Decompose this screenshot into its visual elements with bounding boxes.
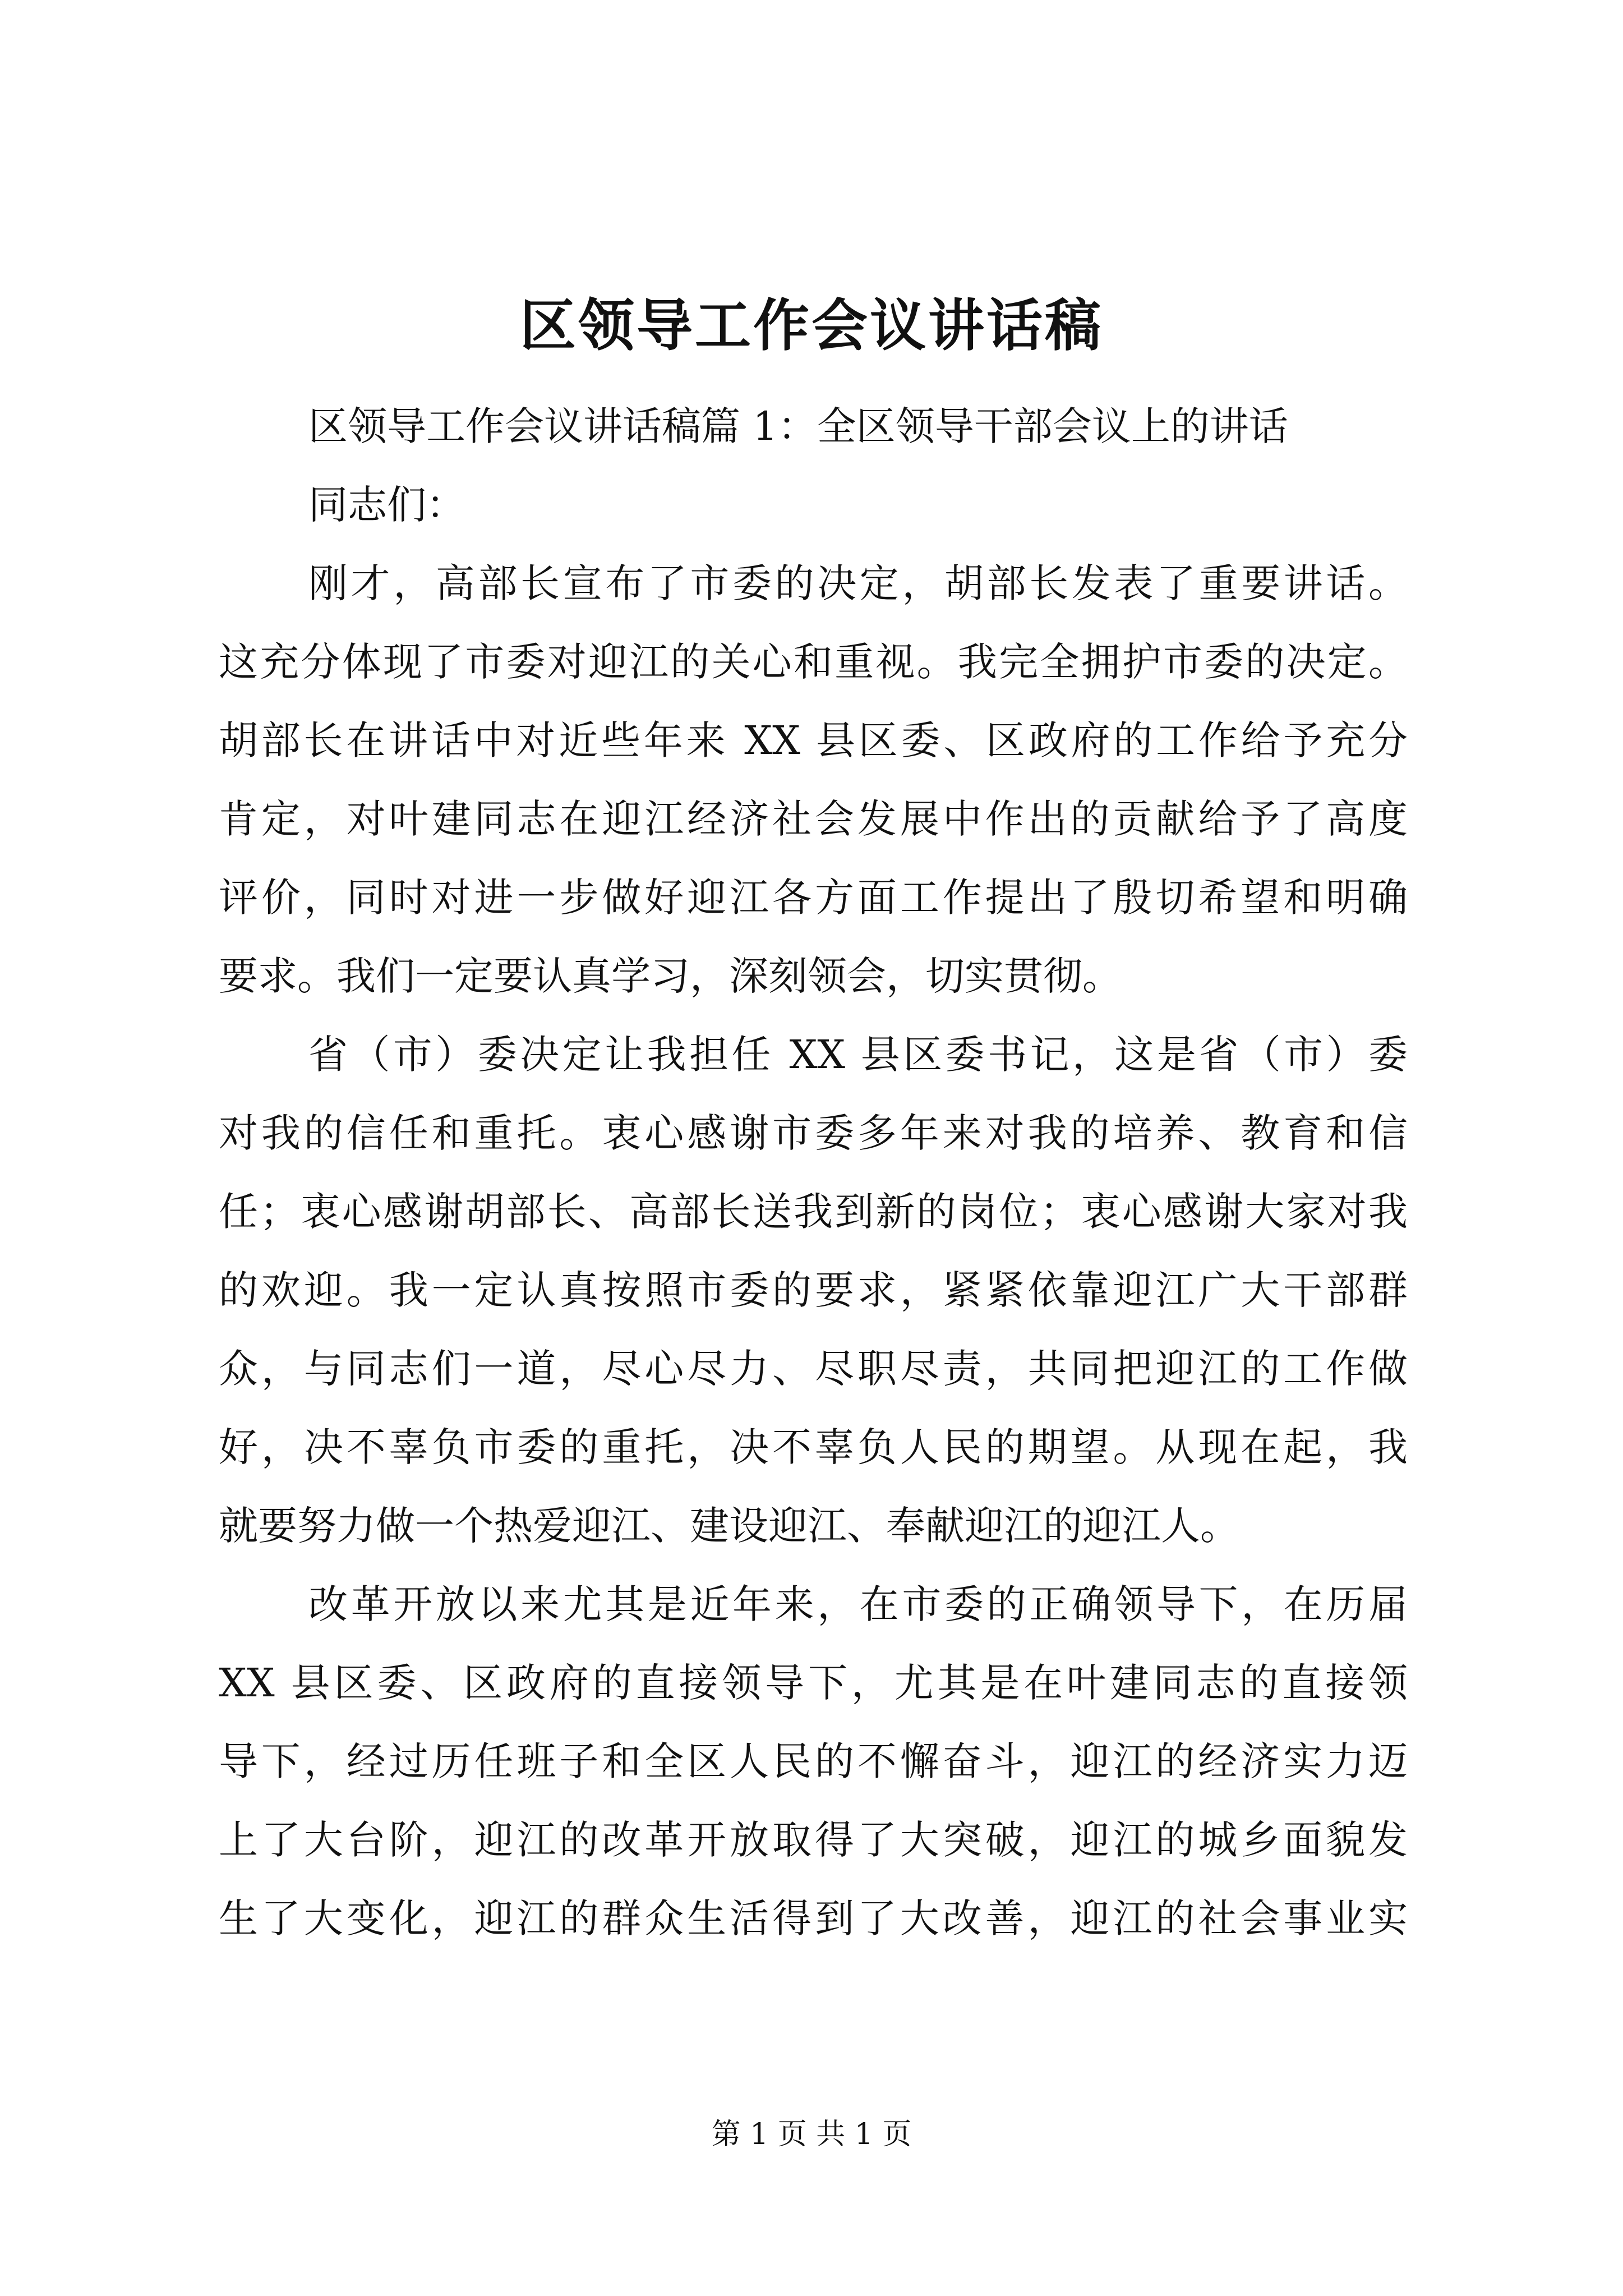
body-line: 对我的信任和重托。衷心感谢市委多年来对我的培养、教育和信 <box>219 1110 1408 1156</box>
body-line: 刚才，高部长宣布了市委的决定，胡部长发表了重要讲话。 <box>308 560 1408 606</box>
body-line: 这充分体现了市委对迎江的关心和重视。我完全拥护市委的决定。 <box>219 639 1408 685</box>
body-line: 胡部长在讲话中对近些年来 XX 县区委、区政府的工作给予充分 <box>219 717 1408 763</box>
body-line: 要求。我们一定要认真学习，深刻领会，切实贯彻。 <box>219 953 1122 999</box>
body-line: 众，与同志们一道，尽心尽力、尽职尽责，共同把迎江的工作做 <box>219 1346 1408 1392</box>
body-line: 导下，经过历任班子和全区人民的不懈奋斗，迎江的经济实力迈 <box>219 1738 1408 1784</box>
body-line: 生了大变化，迎江的群众生活得到了大改善，迎江的社会事业实 <box>219 1895 1408 1941</box>
body-line: 的欢迎。我一定认真按照市委的要求，紧紧依靠迎江广大干部群 <box>219 1267 1408 1313</box>
body-line: 同志们： <box>308 482 465 528</box>
document-body <box>219 387 1408 1958</box>
body-line: 任；衷心感谢胡部长、高部长送我到新的岗位；衷心感谢大家对我 <box>219 1189 1408 1235</box>
body-line: 就要努力做一个热爱迎江、建设迎江、奉献迎江的迎江人。 <box>219 1503 1239 1549</box>
body-line: XX 县区委、区政府的直接领导下，尤其是在叶建同志的直接领 <box>219 1660 1408 1706</box>
document-title: 区领导工作会议讲话稿 <box>520 292 1103 358</box>
body-line: 好，决不辜负市委的重托，决不辜负人民的期望。从现在起，我 <box>219 1424 1408 1470</box>
body-line: 改革开放以来尤其是近年来，在市委的正确领导下，在历届 <box>308 1581 1408 1627</box>
body-line: 区领导工作会议讲话稿篇 1：全区领导干部会议上的讲话 <box>308 403 1288 449</box>
page-footer: 第 1 页 共 1 页 <box>711 2118 912 2151</box>
body-line: 上了大台阶，迎江的改革开放取得了大突破，迎江的城乡面貌发 <box>219 1817 1408 1863</box>
body-line: 肯定，对叶建同志在迎江经济社会发展中作出的贡献给予了高度 <box>219 796 1408 842</box>
body-line: 省（市）委决定让我担任 XX 县区委书记，这是省（市）委 <box>308 1032 1408 1078</box>
body-line: 评价，同时对进一步做好迎江各方面工作提出了殷切希望和明确 <box>219 875 1408 921</box>
